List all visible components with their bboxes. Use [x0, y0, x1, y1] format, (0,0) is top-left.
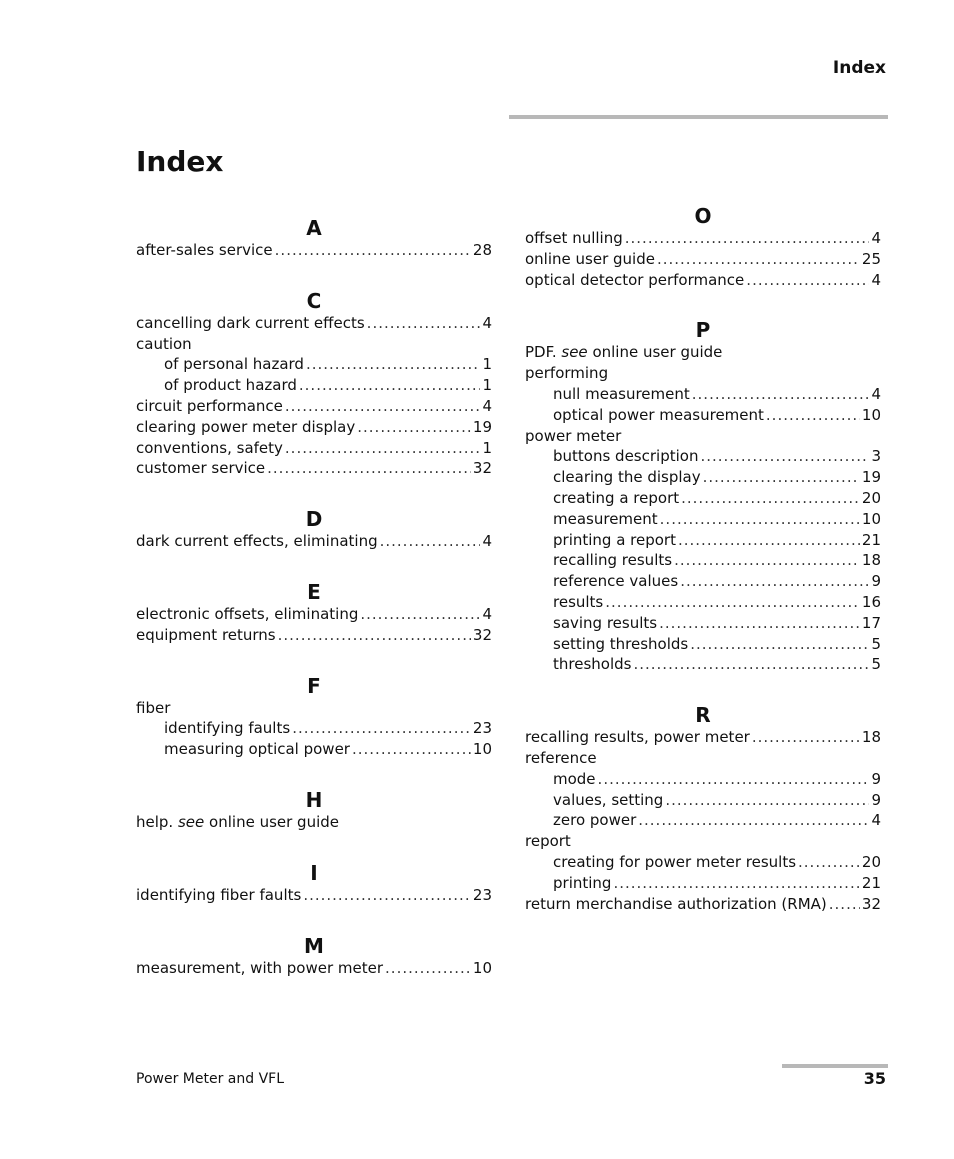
index-subentry: [525, 467, 881, 488]
index-subentry: [525, 592, 881, 613]
entry-text: [136, 531, 378, 552]
entry-term: fiber: [136, 698, 171, 717]
section-letter: I: [310, 860, 318, 885]
section-letter: C: [306, 288, 322, 313]
dot-leader: [829, 894, 860, 915]
entry-term: of product hazard: [164, 376, 297, 395]
dot-leader: [746, 270, 869, 291]
index-section-d: [136, 507, 492, 552]
index-subentry: [136, 739, 492, 760]
entry-page-number: 18: [861, 728, 881, 747]
entry-page-number: 19: [472, 417, 492, 436]
entry-text: [136, 438, 283, 459]
index-entry: [525, 894, 881, 915]
entry-page-number: 9: [871, 769, 881, 788]
index-subentry: [136, 718, 492, 739]
entry-page-number: 16: [861, 592, 881, 611]
dot-leader: [267, 458, 471, 479]
dot-leader: [367, 313, 481, 334]
index-subentry: [525, 488, 881, 509]
entry-term: dark current effects, eliminating: [136, 532, 378, 551]
index-subentry: [525, 613, 881, 634]
entry-page-number: 3: [871, 447, 881, 466]
entry-page-number: 19: [861, 468, 881, 487]
dot-leader: [678, 530, 860, 551]
entry-page-number: 5: [871, 655, 881, 674]
entry-text: [136, 458, 265, 479]
entry-text: [553, 467, 701, 488]
page-number: 35: [863, 1069, 886, 1088]
index-subentry: [525, 446, 881, 467]
dot-leader: [285, 396, 481, 417]
index-entry: [525, 426, 881, 447]
entry-term: offset nulling: [525, 229, 623, 247]
dot-leader: [657, 249, 860, 270]
entry-page-number: 10: [472, 958, 492, 977]
dot-leader: [766, 405, 860, 426]
entry-term: recalling results, power meter: [525, 728, 750, 747]
entry-text: [525, 249, 655, 270]
entry-term: performing: [525, 364, 609, 383]
entry-text: [525, 363, 608, 384]
entry-page-number: 1: [482, 438, 492, 457]
entry-text: [136, 958, 383, 979]
entry-term: online user guide: [525, 249, 655, 268]
entry-page-number: 32: [861, 894, 881, 913]
index-entry: [136, 313, 492, 334]
entry-page-number: 4: [482, 396, 492, 415]
dot-leader: [613, 873, 859, 894]
index-entry: [525, 270, 881, 291]
dot-leader: [690, 634, 869, 655]
dot-leader: [357, 417, 471, 438]
entry-term: identifying fiber faults: [136, 885, 302, 904]
entry-page-number: 25: [861, 249, 881, 268]
entry-text: [136, 417, 355, 438]
entry-text: [136, 313, 365, 334]
entry-page-number: 4: [871, 811, 881, 830]
entry-term: recalling results: [553, 551, 673, 570]
entry-page-number: 23: [472, 885, 492, 904]
entry-text: [553, 530, 676, 551]
dot-leader: [360, 604, 480, 625]
entry-term: of personal hazard: [164, 355, 304, 374]
entry-term: printing a report: [553, 530, 676, 549]
entry-page-number: 10: [861, 405, 881, 424]
index-entry: [525, 727, 881, 748]
index-subentry: [136, 354, 492, 375]
dot-leader: [385, 958, 471, 979]
entry-term: saving results: [553, 613, 658, 632]
dot-leader: [598, 769, 870, 790]
see-reference: see: [177, 812, 205, 831]
index-section-e: [136, 580, 492, 646]
entry-text: [164, 375, 297, 396]
entry-text: [525, 228, 623, 249]
section-letter: O: [694, 204, 712, 228]
entry-text: [525, 748, 597, 769]
entry-text: [136, 334, 192, 355]
footer-document-title: Power Meter and VFL: [136, 1071, 284, 1087]
dot-leader: [303, 885, 471, 906]
section-letter: M: [304, 933, 324, 958]
dot-leader: [633, 654, 869, 675]
section-letter: H: [305, 787, 323, 812]
entry-term: printing: [553, 873, 612, 892]
entry-term: clearing power meter display: [136, 417, 356, 436]
entry-text: [525, 342, 722, 363]
dot-leader: [798, 852, 860, 873]
entry-text: [553, 810, 636, 831]
entry-text: [525, 894, 827, 915]
index-entry: [525, 748, 881, 769]
index-subentry: [525, 852, 881, 873]
dot-leader: [680, 571, 869, 592]
dot-leader: [275, 240, 471, 261]
entry-page-number: 23: [472, 719, 492, 738]
see-reference: see: [561, 343, 588, 362]
entry-text: [525, 831, 571, 852]
dot-leader: [665, 790, 869, 811]
entry-text: [553, 446, 698, 467]
entry-term: power meter: [525, 426, 622, 445]
entry-text: [136, 625, 276, 646]
dot-leader: [278, 625, 471, 646]
entry-page-number: 20: [861, 852, 881, 871]
entry-text: [553, 405, 764, 426]
index-entry: [525, 228, 881, 249]
entry-text: [553, 852, 796, 873]
index-entry: [525, 342, 881, 363]
entry-page-number: 28: [472, 241, 492, 259]
section-letter: F: [307, 673, 321, 698]
entry-term: buttons description: [553, 447, 699, 466]
index-subentry: [525, 769, 881, 790]
section-letter: D: [305, 507, 323, 532]
entry-term: customer service: [136, 459, 266, 478]
dot-leader: [659, 613, 860, 634]
entry-text: [136, 240, 273, 261]
entry-text: [136, 812, 339, 833]
index-section-h: [136, 788, 492, 833]
entry-text: [553, 509, 658, 530]
dot-leader: [660, 509, 860, 530]
see-target: online user guide: [209, 812, 340, 831]
dot-leader: [692, 384, 870, 405]
entry-text: [525, 426, 621, 447]
entry-term: PDF.: [525, 343, 557, 362]
index-subentry: [525, 873, 881, 894]
index-subentry: [525, 790, 881, 811]
entry-term: circuit performance: [136, 396, 283, 415]
index-column-right: [525, 204, 881, 942]
entry-page-number: 9: [871, 790, 881, 809]
entry-term: cancelling dark current effects: [136, 313, 365, 332]
page-title: Index: [136, 145, 224, 178]
entry-text: [553, 769, 596, 790]
header-rule: [509, 115, 888, 119]
index-entry: [136, 698, 492, 719]
dot-leader: [625, 228, 870, 249]
index-section-r: [525, 703, 881, 914]
entry-page-number: 4: [482, 532, 492, 551]
entry-text: [553, 592, 603, 613]
entry-term: optical power measurement: [553, 405, 764, 424]
entry-text: [553, 488, 679, 509]
entry-term: measurement, with power meter: [136, 958, 384, 977]
entry-term: conventions, safety: [136, 438, 283, 457]
entry-term: clearing the display: [553, 468, 701, 487]
dot-leader: [674, 550, 860, 571]
index-entry: [525, 831, 881, 852]
dot-leader: [285, 438, 481, 459]
entry-term: identifying faults: [164, 719, 291, 738]
index-entry: [136, 458, 492, 479]
index-section-i: [136, 861, 492, 906]
entry-term: thresholds: [553, 655, 632, 674]
entry-page-number: 21: [861, 873, 881, 892]
section-letter: E: [307, 579, 321, 604]
entry-page-number: 1: [482, 355, 492, 374]
dot-leader: [638, 810, 869, 831]
entry-text: [525, 270, 744, 291]
entry-term: null measurement: [553, 384, 690, 403]
entry-page-number: 17: [861, 613, 881, 632]
entry-term: electronic offsets, eliminating: [136, 604, 359, 623]
running-header: Index: [832, 58, 886, 78]
entry-page-number: 4: [871, 270, 881, 289]
section-letter: P: [695, 318, 711, 343]
dot-leader: [299, 375, 481, 396]
see-target: online user guide: [592, 343, 723, 362]
entry-text: [164, 739, 350, 760]
index-subentry: [525, 810, 881, 831]
entry-term: measurement: [553, 509, 658, 528]
entry-text: [553, 384, 690, 405]
entry-page-number: 5: [871, 634, 881, 653]
index-entry: [525, 249, 881, 270]
entry-text: [553, 654, 631, 675]
entry-text: [136, 396, 283, 417]
entry-text: [553, 790, 663, 811]
entry-term: return merchandise authorization (RMA): [525, 894, 827, 913]
entry-text: [164, 718, 290, 739]
index-entry: [136, 885, 492, 906]
entry-page-number: 4: [871, 384, 881, 403]
entry-term: zero power: [553, 811, 637, 830]
entry-term: equipment returns: [136, 625, 276, 644]
index-section-a: [136, 216, 492, 261]
index-entry: [136, 438, 492, 459]
entry-text: [136, 698, 170, 719]
entry-text: [164, 354, 304, 375]
index-subentry: [525, 550, 881, 571]
entry-term: values, setting: [553, 790, 664, 809]
footer-rule: [782, 1064, 888, 1068]
entry-text: [525, 727, 750, 748]
dot-leader: [352, 739, 471, 760]
dot-leader: [380, 531, 481, 552]
index-subentry: [525, 530, 881, 551]
entry-page-number: 18: [861, 551, 881, 570]
section-letter: R: [695, 703, 711, 728]
index-section-c: [136, 289, 492, 479]
entry-term: creating for power meter results: [553, 852, 797, 871]
index-entry: [136, 812, 492, 833]
index-subentry: [525, 654, 881, 675]
dot-leader: [292, 718, 471, 739]
entry-term: reference values: [553, 572, 679, 591]
dot-leader: [703, 467, 860, 488]
entry-term: results: [553, 592, 604, 611]
dot-leader: [306, 354, 480, 375]
entry-text: [553, 634, 688, 655]
entry-page-number: 10: [861, 509, 881, 528]
section-letter: A: [306, 216, 322, 240]
entry-text: [136, 604, 358, 625]
entry-text: [553, 550, 672, 571]
index-subentry: [525, 634, 881, 655]
entry-text: [136, 885, 301, 906]
dot-leader: [605, 592, 860, 613]
entry-term: caution: [136, 334, 192, 353]
index-entry: [136, 396, 492, 417]
index-section-m: [136, 934, 492, 979]
entry-page-number: 1: [482, 376, 492, 395]
entry-page-number: 4: [482, 313, 492, 332]
entry-term: setting thresholds: [553, 634, 689, 653]
entry-page-number: 4: [871, 229, 881, 247]
index-subentry: [525, 405, 881, 426]
entry-term: mode: [553, 769, 596, 788]
index-section-o: [525, 204, 881, 290]
index-section-p: [525, 318, 881, 675]
index-entry: [136, 531, 492, 552]
index-entry: [136, 417, 492, 438]
index-subentry: [136, 375, 492, 396]
entry-term: after-sales service: [136, 241, 273, 259]
entry-page-number: 21: [861, 530, 881, 549]
index-entry: [136, 625, 492, 646]
entry-term: reference: [525, 748, 597, 767]
index-entry: [136, 240, 492, 261]
dot-leader: [681, 488, 860, 509]
index-entry: [136, 334, 492, 355]
index-subentry: [525, 571, 881, 592]
index-entry: [136, 604, 492, 625]
entry-page-number: 32: [472, 625, 492, 644]
entry-page-number: 32: [472, 459, 492, 478]
entry-text: [553, 873, 611, 894]
index-entry: [525, 363, 881, 384]
entry-text: [553, 613, 657, 634]
index-subentry: [525, 509, 881, 530]
entry-term: optical detector performance: [525, 270, 745, 289]
dot-leader: [700, 446, 869, 467]
entry-page-number: 10: [472, 740, 492, 759]
index-section-f: [136, 674, 492, 760]
entry-page-number: 9: [871, 572, 881, 591]
entry-page-number: 20: [861, 488, 881, 507]
entry-term: report: [525, 832, 571, 851]
entry-term: creating a report: [553, 488, 680, 507]
dot-leader: [752, 727, 860, 748]
entry-term: help.: [136, 812, 174, 831]
entry-text: [553, 571, 678, 592]
index-column-left: [136, 216, 492, 1006]
index-entry: [136, 958, 492, 979]
index-subentry: [525, 384, 881, 405]
entry-page-number: 4: [482, 604, 492, 623]
entry-term: measuring optical power: [164, 740, 350, 759]
